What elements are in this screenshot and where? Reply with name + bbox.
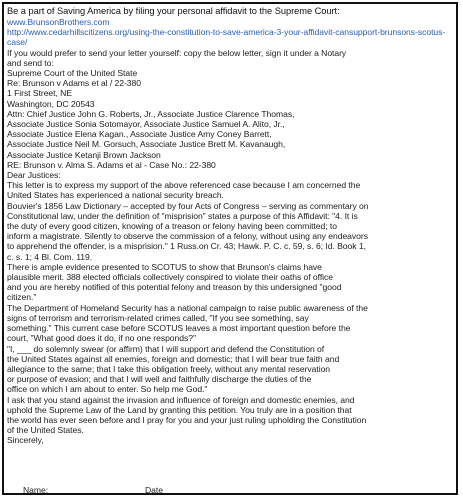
letter-line: uphold the Supreme Law of the Land by granting this petition. You truly are in a position that [7,404,352,415]
cedar-hills-link[interactable]: http://www.cedarhillscitizens.org/using-the-constitution-to-save-america-3-your-affidavit-cansupport-brunsons-scotus- [7,27,446,38]
letter-line: Associate Justice Ketanji Brown Jackson [7,149,161,160]
letter-line: court, "What good does it do, if no one responds?" [7,333,196,344]
letter-line: Constitutional law, under the definition of "misprision" states a purpose of this Affidavit: "4. It is [7,210,358,221]
date-label: Date [145,485,163,495]
letter-line: or purpose of evasion; and that I will well and faithfully discharge the duties of the [7,374,312,385]
letter-line: citizen." [7,292,37,303]
letter-line: of the United States. [7,425,84,436]
letter-line: c. s. 1; 4 Bl. Com. 119. [7,251,93,262]
letter-line: Washington, DC 20543 [7,98,95,109]
letter-line: This letter is to express my support of the above referenced case because I am concerned the [7,180,361,191]
letter-line: 1 First Street, NE [7,88,73,99]
letter-line: and you are hereby notified of this potential felony and treason by this undersigned "good [7,282,342,293]
letter-line: plausible merit. 388 elected officials collectively conspired to violate their oaths of office [7,272,334,283]
letter-line: Associate Justice Sonia Sotomayor, Associate Justice Samuel A. Alito, Jr., [7,119,285,130]
letter-line: Supreme Court of the United State [7,68,138,79]
letter-line: the duty of every good citizen, knowing of a treason or felony having been committed; to [7,221,337,232]
letter-line: inform a magistrate. Silently to observe the commission of a felony, without using any endeavors [7,231,368,242]
letter-line: Dear Justices: [7,170,61,181]
letter-line: allegiance to the same; that I take this obligation freely, without any mental reservation [7,363,331,374]
cedar-hills-link-continued[interactable]: case/ [7,37,28,48]
letter-line: Associate Justice Neil M. Gorsuch, Associate Justice Brett M. Kavanaugh, [7,139,286,150]
letter-line: United States has experienced a national security breach. [7,190,224,201]
letter-line: "I, ___ do solemnly swear (or affirm) that I will support and defend the Constitution of [7,343,325,354]
letter-line: something." This current case before SCOTUS leaves a most important question before the [7,323,351,334]
letter-line: Bouvier's 1856 Law Dictionary – accepted by four Acts of Congress – serving as commentary on [7,200,369,211]
letter-line: the world has ever seen before and I pray for you and your just ruling upholding the Constitution [7,414,367,425]
letter-line: There is ample evidence presented to SCOTUS to show that Brunson's claims have [7,261,322,272]
document-heading: Be a part of Saving America by filing your personal affidavit to the Supreme Court: [7,6,340,16]
brunson-brothers-link[interactable]: www.BrunsonBrothers.com [7,17,110,27]
letter-body [7,48,453,446]
letter-line: Associate Justice Elena Kagan., Associate Justice Amy Coney Barrett, [7,129,272,140]
letter-line: Attn: Chief Justice John G. Roberts, Jr., Associate Justice Clarence Thomas, [7,108,295,119]
letter-line: Re: Brunson v Adams et al / 22-380 [7,78,141,89]
letter-line: If you would prefer to send your letter yourself: copy the below letter, sign it under a Notary [7,47,347,58]
affidavit-document [7,6,453,495]
name-label: Name: [23,485,49,495]
letter-line: RE: Brunson v. Alma S. Adams et al - Case No.: 22-380 [7,159,216,170]
letter-line: signs of terrorism and terrorism-related crimes called, "If you see something, say [7,312,309,323]
letter-line: and send to: [7,57,54,68]
letter-line: to apprehend the offender, is a misprision." 1 Russ.on Cr. 43; Hawk. P. C. c. 59, s. 6; Id. Book 1, [7,241,366,252]
letter-line: The Department of Homeland Security has a national campaign to raise public awareness of the [7,302,368,313]
letter-line: Sincerely, [7,435,44,446]
letter-line: the United States against all enemies, foreign and domestic; that I will bear true faith and [7,353,340,364]
letter-line: I ask that you stand against the invasion and influence of foreign and domestic enemies, and [7,394,355,405]
letter-line: office on which I am about to enter. So help me God." [7,384,208,395]
